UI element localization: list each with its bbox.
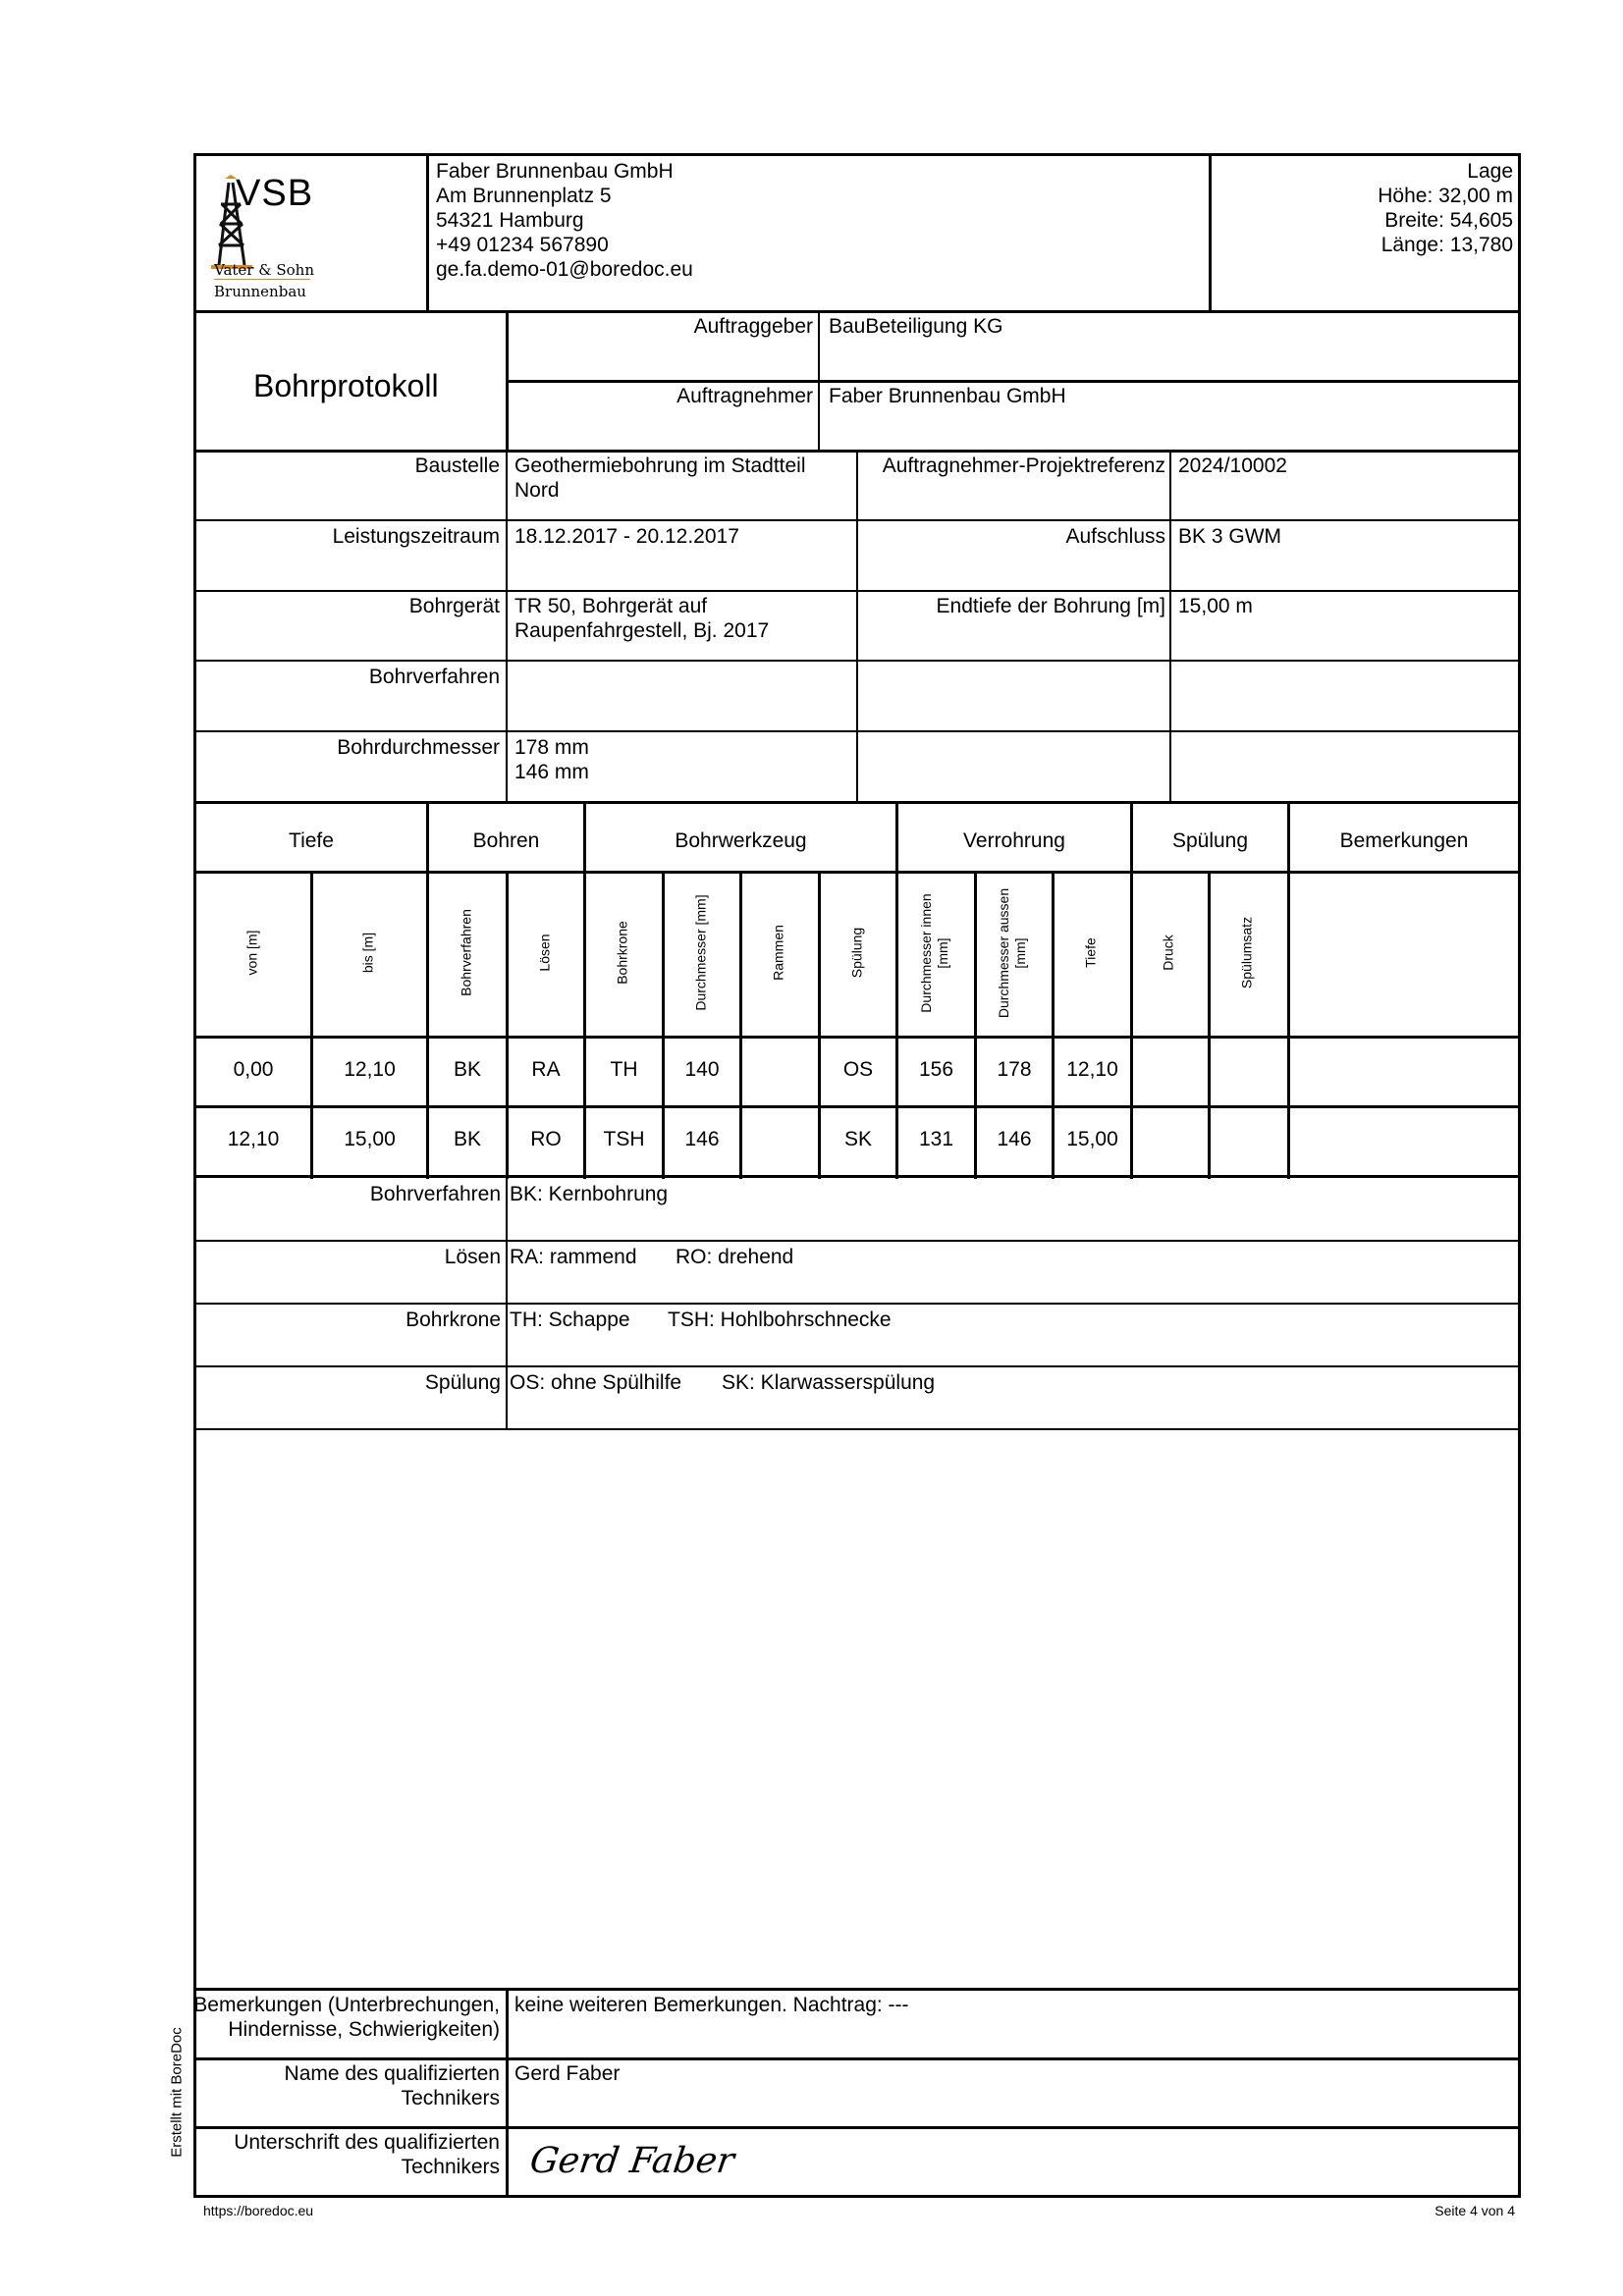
- zeitraum-label: Leistungszeitraum: [332, 525, 500, 548]
- col-line-12: [1208, 871, 1211, 1179]
- sub-durchmesser-innen-1: Durchmesser innen: [918, 893, 934, 1013]
- legend-line-2: [193, 1303, 1521, 1305]
- table-cell: BK: [453, 1058, 481, 1081]
- table-cell: 15,00: [1066, 1128, 1118, 1150]
- sub-druck: Druck: [1160, 934, 1176, 971]
- table-cell: 146: [997, 1128, 1032, 1150]
- unterschrift-label-2: Technikers: [401, 2156, 500, 2178]
- auftragnehmer-value: Faber Brunnenbau GmbH: [829, 385, 1066, 407]
- table-cell: 15,00: [344, 1128, 396, 1150]
- endtiefe-value: 15,00 m: [1178, 595, 1253, 617]
- group-spuelung: Spülung: [1171, 829, 1249, 852]
- sub-durchmesser-innen: [918, 875, 951, 1032]
- sub-bis: bis [m]: [359, 932, 376, 974]
- table-cell: 0,00: [233, 1058, 274, 1081]
- legend-spuelung-2: SK: Klarwasserspülung: [722, 1371, 936, 1394]
- projektref-value: 2024/10002: [1178, 454, 1287, 477]
- logo-text: VSB: [236, 173, 314, 214]
- header-divider-1: [426, 153, 429, 312]
- table-cell: 12,10: [227, 1128, 280, 1150]
- sub-spuelumsatz: Spülumsatz: [1238, 916, 1255, 989]
- legend-bohrverfahren-label: Bohrverfahren: [369, 1183, 501, 1205]
- footer-divider: [506, 1988, 509, 2197]
- company-name: Faber Brunnenbau GmbH: [436, 160, 674, 183]
- table-cell: 12,10: [1066, 1058, 1118, 1081]
- footer-top-line: [193, 1988, 1521, 1991]
- legend-spuelung-1: OS: ohne Spülhilfe: [510, 1371, 682, 1394]
- lage-laenge: Länge: 13,780: [1380, 234, 1513, 256]
- table-cell: RA: [531, 1058, 561, 1081]
- table-cell: TH: [610, 1058, 638, 1081]
- group-bemerkungen: Bemerkungen: [1339, 829, 1469, 852]
- bemerkungen-label-1: Bemerkungen (Unterbrechungen,: [193, 1994, 500, 2016]
- techniker-name-value: Gerd Faber: [514, 2062, 621, 2085]
- row-line-1: [193, 1105, 1521, 1108]
- sub-von: von [m]: [243, 930, 260, 976]
- bohrgeraet-value-2: Raupenfahrgestell, Bj. 2017: [514, 619, 770, 642]
- techniker-name-label-2: Technikers: [401, 2087, 500, 2109]
- table-cell: 12,10: [344, 1058, 396, 1081]
- logo-rule: [214, 279, 310, 280]
- bohrgeraet-value-1: TR 50, Bohrgerät auf: [514, 595, 708, 617]
- baustelle-value-2: Nord: [514, 479, 560, 502]
- auftraggeber-value: BauBeteiligung KG: [829, 315, 1003, 338]
- sub-tiefe: Tiefe: [1082, 937, 1099, 968]
- table-cell: 146: [684, 1128, 720, 1150]
- legend-bohrverfahren-text: BK: Kernbohrung: [510, 1183, 669, 1205]
- legend-bohrkrone-2: TSH: Hohlbohrschnecke: [668, 1308, 892, 1331]
- auftragnehmer-label: Auftragnehmer: [676, 385, 813, 407]
- info-line-1: [193, 519, 1521, 521]
- bohrdurchmesser-value-1: 178 mm: [514, 736, 589, 759]
- sub-durchmesser: Durchmesser [mm]: [692, 894, 709, 1011]
- bemerkungen-label-2: Hindernisse, Schwierigkeiten): [228, 2018, 500, 2041]
- table-cell: 178: [997, 1058, 1032, 1081]
- legend-bohrkrone-label: Bohrkrone: [406, 1308, 501, 1331]
- header-bottom-line: [193, 310, 1521, 313]
- row-line-2: [193, 1175, 1521, 1178]
- subheader-bottom: [193, 1036, 1521, 1039]
- signature-image: Gerd Faber: [527, 2141, 737, 2181]
- company-street: Am Brunnenplatz 5: [436, 185, 612, 207]
- legend-loesen-1: RA: rammend: [510, 1246, 637, 1268]
- group-bohren: Bohren: [472, 829, 540, 852]
- bohrdurchmesser-label: Bohrdurchmesser: [337, 736, 500, 759]
- legend-line-3: [193, 1365, 1521, 1367]
- sub-bohrverfahren: Bohrverfahren: [458, 909, 474, 996]
- created-with-boredoc: Erstellt mit BoreDoc: [168, 2027, 186, 2158]
- header-divider-2: [1209, 153, 1212, 312]
- table-cell: RO: [530, 1128, 562, 1150]
- zeitraum-value: 18.12.2017 - 20.12.2017: [514, 525, 739, 548]
- baustelle-label: Baustelle: [414, 454, 500, 477]
- group-tiefe: Tiefe: [289, 829, 334, 852]
- frame-top: [193, 153, 1521, 156]
- footer-line-2: [193, 2126, 1521, 2129]
- sub-durchmesser-aussen: [996, 875, 1029, 1032]
- lage-hoehe: Höhe: 32,00 m: [1378, 185, 1513, 207]
- info-divider-1: [506, 450, 508, 803]
- info-divider-2: [856, 450, 858, 803]
- sub-loesen: Lösen: [536, 934, 553, 972]
- company-email: ge.fa.demo-01@boredoc.eu: [436, 258, 693, 281]
- page-title: Bohrprotokoll: [253, 368, 439, 403]
- sub-bohrkrone: Bohrkrone: [614, 921, 630, 985]
- sub-rammen: Rammen: [770, 925, 786, 981]
- group-bohrwerkzeug: Bohrwerkzeug: [675, 829, 807, 852]
- endtiefe-label: Endtiefe der Bohrung [m]: [936, 595, 1165, 617]
- legend-loesen-label: Lösen: [444, 1246, 501, 1268]
- sub-durchmesser-innen-2: [mm]: [935, 937, 950, 969]
- lage-breite: Breite: 54,605: [1384, 209, 1513, 232]
- info-line-2: [193, 590, 1521, 592]
- legend-spuelung-label: Spülung: [424, 1371, 501, 1394]
- info-line-3: [193, 660, 1521, 662]
- footer-url[interactable]: https://boredoc.eu: [203, 2203, 314, 2218]
- unterschrift-label-1: Unterschrift des qualifizierten: [234, 2131, 500, 2154]
- table-cell: TSH: [603, 1128, 645, 1150]
- table-cell: 131: [918, 1128, 954, 1150]
- projektref-label: Auftragnehmer-Projektreferenz: [882, 454, 1165, 477]
- table-cell: BK: [453, 1128, 481, 1150]
- company-phone: +49 01234 567890: [436, 234, 609, 256]
- sub-durchmesser-aussen-2: [mm]: [1012, 937, 1028, 969]
- info-bottom-line: [193, 801, 1521, 804]
- table-cell: 140: [684, 1058, 720, 1081]
- group-verrohrung: Verrohrung: [963, 829, 1065, 852]
- footer-line-1: [193, 2057, 1521, 2060]
- logo-subtitle-1: Vater & Sohn: [214, 261, 314, 279]
- lage-label: Lage: [1467, 160, 1513, 183]
- legend-line-4: [193, 1428, 1521, 1430]
- auftraggeber-label: Auftraggeber: [693, 315, 813, 338]
- table-cell: 156: [918, 1058, 954, 1081]
- aufschluss-label: Aufschluss: [1065, 525, 1165, 548]
- logo-subtitle-2: Brunnenbau: [214, 283, 306, 300]
- bohrgeraet-label: Bohrgerät: [408, 595, 500, 617]
- table-cell: OS: [842, 1058, 874, 1081]
- baustelle-value-1: Geothermiebohrung im Stadtteil: [514, 454, 806, 477]
- aufschluss-value: BK 3 GWM: [1178, 525, 1282, 548]
- legend-line-1: [193, 1240, 1521, 1242]
- frame-bottom: [193, 2195, 1521, 2198]
- techniker-name-label-1: Name des qualifizierten: [284, 2062, 500, 2085]
- info-divider-3: [1169, 450, 1171, 803]
- company-city: 54321 Hamburg: [436, 209, 584, 232]
- table-cell: SK: [843, 1128, 872, 1150]
- legend-bohrkrone-1: TH: Schappe: [510, 1308, 630, 1331]
- bohrdurchmesser-value-2: 146 mm: [514, 761, 589, 783]
- sub-durchmesser-aussen-1: Durchmesser aussen: [996, 887, 1011, 1019]
- sub-spuelung: Spülung: [848, 927, 865, 979]
- col-line-13: [1287, 871, 1290, 1179]
- page-number: Seite 4 von 4: [1434, 2203, 1515, 2218]
- bohrverfahren-label: Bohrverfahren: [368, 666, 500, 688]
- bemerkungen-value: keine weiteren Bemerkungen. Nachtrag: ---: [514, 1994, 909, 2016]
- auftrag-middle-line: [506, 380, 1521, 383]
- info-line-4: [193, 730, 1521, 732]
- legend-loesen-2: RO: drehend: [676, 1246, 794, 1268]
